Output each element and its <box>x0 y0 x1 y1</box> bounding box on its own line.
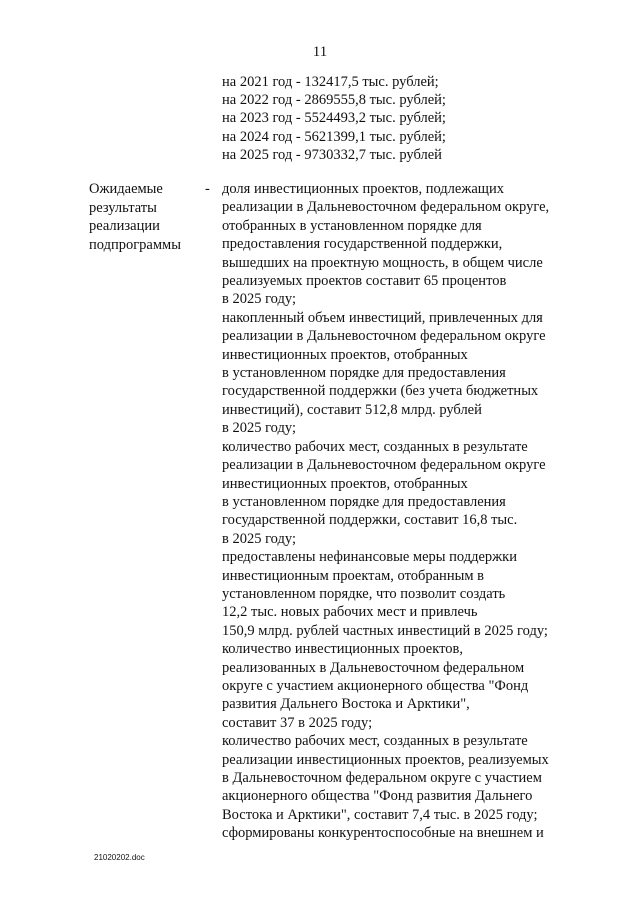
funding-line-2021: на 2021 год - 132417,5 тыс. рублей; <box>222 74 439 90</box>
results-line: доля инвестиционных проектов, подлежащих <box>222 181 504 197</box>
results-line: 12,2 тыс. новых рабочих мест и привлечь <box>222 604 478 621</box>
results-line: в 2025 году; <box>222 291 296 308</box>
results-line: количество рабочих мест, созданных в результате <box>222 733 528 750</box>
results-line: в Дальневосточном федеральном округе с участием <box>222 770 542 786</box>
funding-by-year-list <box>222 73 446 164</box>
results-line: количество рабочих мест, созданных в результате <box>222 438 528 455</box>
expected-results-text <box>222 180 549 843</box>
results-line: инвестиционным проектам, отобранным в <box>222 567 484 584</box>
results-line: государственной поддержки, составит 16,8 тыс. <box>222 512 518 529</box>
label-line: Ожидаемые <box>89 181 163 197</box>
results-line: округе с участием акционерного общества "Фонд <box>222 677 529 694</box>
results-line: реализации в Дальневосточном федеральном округе, <box>222 199 550 216</box>
label-line: подпрограммы <box>89 236 181 253</box>
funding-line-2024: на 2024 год - 5621399,1 тыс. рублей; <box>222 128 446 145</box>
results-line: предоставлены нефинансовые меры поддержки <box>222 549 517 566</box>
document-file-code: 21020202.doc <box>94 853 145 862</box>
results-line: накопленный объем инвестиций, привлеченных для <box>222 309 543 326</box>
results-line: в установленном порядке для предоставления <box>222 493 506 510</box>
results-line: количество инвестиционных проектов, <box>222 641 463 658</box>
results-line: вышедших на проектную мощность, в общем числе <box>222 254 543 271</box>
results-line: реализации инвестиционных проектов, реализуемых <box>222 751 549 768</box>
results-line: развития Дальнего Востока и Арктики", <box>222 696 470 713</box>
results-line: реализованных в Дальневосточном федеральном <box>222 659 525 676</box>
results-line: предоставления государственной поддержки, <box>222 236 503 253</box>
label-separator-dash: - <box>205 181 210 197</box>
results-line: реализации в Дальневосточном федеральном округе <box>222 328 546 345</box>
label-line: реализации <box>89 218 160 235</box>
results-line: государственной поддержки (без учета бюджетных <box>222 383 539 400</box>
results-line: в 2025 году; <box>222 420 296 437</box>
results-line: отобранных в установленном порядке для <box>222 217 482 234</box>
results-line: реализуемых проектов составит 65 процентов <box>222 273 507 290</box>
expected-results-label <box>89 180 181 254</box>
results-line: инвестиционных проектов, отобранных <box>222 475 468 492</box>
results-line: составит 37 в 2025 году; <box>222 714 373 731</box>
results-line: установленном порядке, что позволит создать <box>222 585 506 602</box>
results-line: Востока и Арктики", составит 7,4 тыс. в 2025 году; <box>222 806 538 823</box>
results-line: инвестиций), составит 512,8 млрд. рублей <box>222 401 482 418</box>
label-line: результаты <box>89 199 157 216</box>
results-line: реализации в Дальневосточном федеральном округе <box>222 457 546 474</box>
funding-line-2022: на 2022 год - 2869555,8 тыс. рублей; <box>222 92 446 109</box>
results-line: 150,9 млрд. рублей частных инвестиций в 2025 году; <box>222 622 548 639</box>
page-number: 11 <box>312 44 328 60</box>
results-line: инвестиционных проектов, отобранных <box>222 346 468 363</box>
results-line: в 2025 году; <box>222 530 296 547</box>
funding-line-2025: на 2025 год - 9730332,7 тыс. рублей <box>222 146 442 163</box>
results-line: сформированы конкурентоспособные на внешнем и <box>222 825 544 842</box>
results-line: акционерного общества "Фонд развития Дальнего <box>222 788 533 805</box>
results-line: в установленном порядке для предоставления <box>222 365 506 382</box>
funding-line-2023: на 2023 год - 5524493,2 тыс. рублей; <box>222 110 446 127</box>
